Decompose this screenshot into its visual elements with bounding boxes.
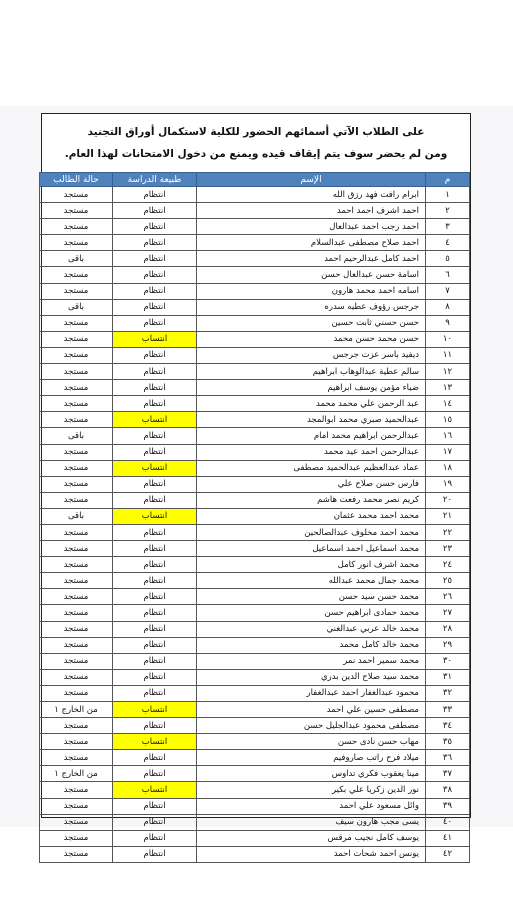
student-name: يونس احمد شحات احمد [197, 846, 426, 862]
study-mode: انتظام [113, 589, 197, 605]
study-mode: انتظام [113, 846, 197, 862]
student-status: مستجد [40, 621, 113, 637]
student-name: سالم عطية عبدالوهاب ابراهيم [197, 364, 426, 380]
study-mode: انتظام [113, 621, 197, 637]
student-status: من الخارج ١ [40, 766, 113, 782]
notice-header [42, 114, 470, 172]
table-row [40, 251, 470, 267]
student-name: محمد جمال محمد عبدالله [197, 573, 426, 589]
student-name: احمد كامل عبدالرحيم احمد [197, 251, 426, 267]
student-status: مستجد [40, 846, 113, 862]
row-number: ٢٨ [426, 621, 470, 637]
student-status: مستجد [40, 315, 113, 331]
student-status: مستجد [40, 203, 113, 219]
study-mode: انتظام [113, 187, 197, 203]
row-number: ٥ [426, 251, 470, 267]
study-mode: انتظام [113, 235, 197, 251]
row-number: ٢٧ [426, 605, 470, 621]
table-row [40, 766, 470, 782]
study-mode: انتظام [113, 444, 197, 460]
table-row [40, 380, 470, 396]
student-name: مصطفى محمود عبدالجليل حسن [197, 718, 426, 734]
table-row [40, 734, 470, 750]
study-mode: انتظام [113, 830, 197, 846]
row-number: ١٣ [426, 380, 470, 396]
row-number: ١ [426, 187, 470, 203]
study-mode: انتساب [113, 331, 197, 347]
student-status: مستجد [40, 782, 113, 798]
row-number: ١٠ [426, 331, 470, 347]
student-name: ابرام رافت فهد رزق الله [197, 187, 426, 203]
row-number: ٣٦ [426, 750, 470, 766]
table-row [40, 782, 470, 798]
student-name: محمد حسن سيد حسن [197, 589, 426, 605]
student-name: اسامة حسن عبدالعال حسن [197, 267, 426, 283]
row-number: ١٤ [426, 396, 470, 412]
student-name: ضياء مؤمن يوسف ابراهيم [197, 380, 426, 396]
study-mode: انتساب [113, 734, 197, 750]
row-number: ٣٩ [426, 798, 470, 814]
study-mode: انتساب [113, 412, 197, 428]
student-name: مهاب حسن نادى حسن [197, 734, 426, 750]
table-row [40, 299, 470, 315]
table-row [40, 702, 470, 718]
student-status: مستجد [40, 283, 113, 299]
student-status: مستجد [40, 669, 113, 685]
row-number: ٣٣ [426, 702, 470, 718]
study-mode: انتظام [113, 428, 197, 444]
row-number: ٢٥ [426, 573, 470, 589]
student-status: باقى [40, 251, 113, 267]
student-status: مستجد [40, 412, 113, 428]
row-number: ٣٥ [426, 734, 470, 750]
student-name: كريم نصر محمد رفعت هاشم [197, 492, 426, 508]
row-number: ٤٠ [426, 814, 470, 830]
student-status: مستجد [40, 798, 113, 814]
table-row [40, 396, 470, 412]
table-row [40, 219, 470, 235]
table-row [40, 460, 470, 476]
table-row [40, 203, 470, 219]
table-row [40, 718, 470, 734]
student-name: احمد صلاح مصطفى عبدالسلام [197, 235, 426, 251]
row-number: ٢١ [426, 508, 470, 524]
table-row [40, 444, 470, 460]
table-row [40, 524, 470, 540]
study-mode: انتظام [113, 347, 197, 363]
study-mode: انتظام [113, 541, 197, 557]
table-row [40, 364, 470, 380]
student-status: مستجد [40, 187, 113, 203]
row-number: ٣٧ [426, 766, 470, 782]
student-name: محمد احمد مخلوف عبدالصالحين [197, 524, 426, 540]
study-mode: انتظام [113, 267, 197, 283]
row-number: ٣٤ [426, 718, 470, 734]
student-status: مستجد [40, 750, 113, 766]
table-row [40, 315, 470, 331]
table-row [40, 798, 470, 814]
row-number: ١٢ [426, 364, 470, 380]
student-status: مستجد [40, 492, 113, 508]
student-status: مستجد [40, 444, 113, 460]
table-header-row [40, 173, 470, 187]
students-table [39, 172, 470, 863]
table-row [40, 573, 470, 589]
row-number: ٣١ [426, 669, 470, 685]
table-row [40, 187, 470, 203]
student-status: مستجد [40, 235, 113, 251]
student-status: باقى [40, 299, 113, 315]
table-row [40, 653, 470, 669]
row-number: ٢٤ [426, 557, 470, 573]
student-name: اسامه احمد محمد هارون [197, 283, 426, 299]
student-name: ديفيد باسر عزت جرجس [197, 347, 426, 363]
student-name: محمد خالد كامل محمد [197, 637, 426, 653]
table-row [40, 412, 470, 428]
row-number: ٣٠ [426, 653, 470, 669]
table-row [40, 750, 470, 766]
student-name: حسن محمد حسن محمد [197, 331, 426, 347]
table-row [40, 830, 470, 846]
student-status: مستجد [40, 830, 113, 846]
study-mode: انتظام [113, 203, 197, 219]
student-status: مستجد [40, 541, 113, 557]
row-number: ٢٢ [426, 524, 470, 540]
study-mode: انتظام [113, 605, 197, 621]
study-mode: انتظام [113, 685, 197, 701]
study-mode: انتظام [113, 669, 197, 685]
student-status: مستجد [40, 718, 113, 734]
student-status: مستجد [40, 557, 113, 573]
study-mode: انتظام [113, 251, 197, 267]
student-status: مستجد [40, 573, 113, 589]
notice-line-1: على الطلاب الآتي أسمائهم الحضور للكلية لاستكمال أوراق التجنيد [87, 126, 425, 138]
study-mode: انتظام [113, 557, 197, 573]
student-status: مستجد [40, 734, 113, 750]
student-name: حسن حسني ثابت حسين [197, 315, 426, 331]
student-name: وائل مسعود علي احمد [197, 798, 426, 814]
student-status: مستجد [40, 524, 113, 540]
column-header-student-status: حالة الطالب [40, 173, 113, 187]
study-mode: انتساب [113, 508, 197, 524]
row-number: ١٥ [426, 412, 470, 428]
table-row [40, 476, 470, 492]
row-number: ٢٣ [426, 541, 470, 557]
study-mode: انتظام [113, 283, 197, 299]
study-mode: انتظام [113, 364, 197, 380]
student-name: جرجس رؤوف عطيه سدره [197, 299, 426, 315]
study-mode: انتظام [113, 380, 197, 396]
study-mode: انتظام [113, 476, 197, 492]
column-header-number: م [426, 173, 470, 187]
student-status: مستجد [40, 364, 113, 380]
student-name: مينا يعقوب فكري تداوس [197, 766, 426, 782]
row-number: ١١ [426, 347, 470, 363]
table-row [40, 557, 470, 573]
row-number: ٣٢ [426, 685, 470, 701]
table-row [40, 267, 470, 283]
row-number: ٤١ [426, 830, 470, 846]
study-mode: انتظام [113, 573, 197, 589]
student-name: محمد خالد عربي عبدالغني [197, 621, 426, 637]
student-status: مستجد [40, 267, 113, 283]
notice-line-2: ومن لم يحضر سوف يتم إيقاف قيده ويمنع من دخول الامتحانات لهذا العام. [64, 148, 448, 160]
student-name: محمد اشرف انور كامل [197, 557, 426, 573]
student-status: مستجد [40, 685, 113, 701]
student-name: محمد حمادى ابراهيم حسن [197, 605, 426, 621]
student-status: مستجد [40, 814, 113, 830]
student-name: عبدالرحمن احمد عيد محمد [197, 444, 426, 460]
study-mode: انتظام [113, 653, 197, 669]
student-name: محمد احمد محمد عثمان [197, 508, 426, 524]
column-header-name: الإسم [197, 173, 426, 187]
study-mode: انتظام [113, 524, 197, 540]
table-row [40, 508, 470, 524]
student-status: مستجد [40, 331, 113, 347]
student-name: عبدالرحمن ابراهيم محمد امام [197, 428, 426, 444]
student-status: مستجد [40, 460, 113, 476]
row-number: ٤ [426, 235, 470, 251]
student-name: محمود عبدالغفار احمد عبدالغفار [197, 685, 426, 701]
student-name: محمد اسماعيل احمد اسماعيل [197, 541, 426, 557]
student-status: مستجد [40, 396, 113, 412]
table-row [40, 685, 470, 701]
student-status: من الخارج ١ [40, 702, 113, 718]
table-row [40, 846, 470, 862]
student-status: مستجد [40, 347, 113, 363]
table-row [40, 331, 470, 347]
student-name: عبد الرحمن علي محمد محمد [197, 396, 426, 412]
document-sheet [41, 113, 471, 860]
top-margin-band [0, 0, 513, 106]
student-status: مستجد [40, 589, 113, 605]
student-name: احمد اشرف احمد احمد [197, 203, 426, 219]
study-mode: انتساب [113, 460, 197, 476]
study-mode: انتظام [113, 798, 197, 814]
student-status: مستجد [40, 380, 113, 396]
table-row [40, 814, 470, 830]
table-row [40, 492, 470, 508]
row-number: ٢٦ [426, 589, 470, 605]
study-mode: انتساب [113, 702, 197, 718]
student-status: مستجد [40, 219, 113, 235]
table-row [40, 589, 470, 605]
row-number: ٦ [426, 267, 470, 283]
study-mode: انتظام [113, 492, 197, 508]
student-name: نور الدين زكريا علي بكير [197, 782, 426, 798]
student-name: ميلاد فرح راتب صاروفيم [197, 750, 426, 766]
student-name: احمد رجب احمد عبدالعال [197, 219, 426, 235]
student-name: مصطفى حسين علي احمد [197, 702, 426, 718]
student-name: عماد عبدالعظيم عبدالحميد مصطفى [197, 460, 426, 476]
table-row [40, 605, 470, 621]
student-name: فارس حسن صلاح علي [197, 476, 426, 492]
study-mode: انتظام [113, 396, 197, 412]
row-number: ١٨ [426, 460, 470, 476]
student-name: يوسف كامل نجيب مرقس [197, 830, 426, 846]
study-mode: انتظام [113, 299, 197, 315]
row-number: ٧ [426, 283, 470, 299]
column-header-study-mode: طبيعة الدراسة [113, 173, 197, 187]
study-mode: انتظام [113, 814, 197, 830]
row-number: ٩ [426, 315, 470, 331]
table-row [40, 541, 470, 557]
student-status: مستجد [40, 605, 113, 621]
row-number: ٨ [426, 299, 470, 315]
row-number: ١٧ [426, 444, 470, 460]
student-name: محمد سمير احمد نمر [197, 653, 426, 669]
student-status: مستجد [40, 637, 113, 653]
row-number: ٢٠ [426, 492, 470, 508]
row-number: ٢ [426, 203, 470, 219]
student-status: باقى [40, 428, 113, 444]
row-number: ٣٨ [426, 782, 470, 798]
table-row [40, 621, 470, 637]
table-row [40, 637, 470, 653]
student-name: عبدالحميد صبري محمد ابوالمجد [197, 412, 426, 428]
student-status: مستجد [40, 653, 113, 669]
student-name: يسى مجب هارون سيف [197, 814, 426, 830]
row-number: ٣ [426, 219, 470, 235]
row-number: ٤٢ [426, 846, 470, 862]
study-mode: انتظام [113, 766, 197, 782]
table-row [40, 428, 470, 444]
study-mode: انتظام [113, 750, 197, 766]
table-row [40, 347, 470, 363]
student-status: باقى [40, 508, 113, 524]
student-status: مستجد [40, 476, 113, 492]
row-number: ١٦ [426, 428, 470, 444]
table-row [40, 669, 470, 685]
study-mode: انتظام [113, 315, 197, 331]
student-name: محمد سيد صلاح الدين بدري [197, 669, 426, 685]
row-number: ١٩ [426, 476, 470, 492]
study-mode: انتظام [113, 637, 197, 653]
study-mode: انتساب [113, 782, 197, 798]
row-number: ٢٩ [426, 637, 470, 653]
study-mode: انتظام [113, 219, 197, 235]
table-row [40, 235, 470, 251]
study-mode: انتظام [113, 718, 197, 734]
table-row [40, 283, 470, 299]
table-body [40, 187, 470, 863]
